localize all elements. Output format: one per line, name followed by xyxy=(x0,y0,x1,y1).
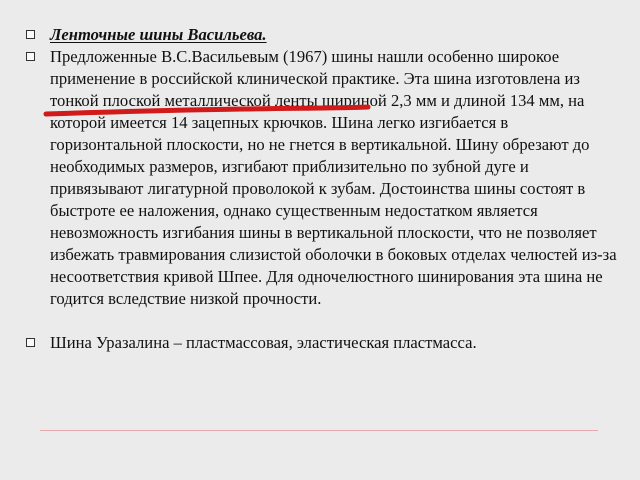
bullet-uarzalin xyxy=(0,332,622,354)
heading-text: Ленточные шины Васильева. xyxy=(50,25,267,44)
square-bullet-icon xyxy=(26,52,35,61)
square-bullet-icon xyxy=(26,338,35,347)
bullet-heading xyxy=(0,24,622,46)
footer-divider xyxy=(40,430,598,431)
square-bullet-icon xyxy=(26,30,35,39)
bullet-description xyxy=(0,46,622,310)
bullet-list xyxy=(0,24,622,354)
red-highlight-stroke xyxy=(44,101,370,117)
uarzalin-text: Шина Уразалина – пластмассовая, эластическая пластмасса. xyxy=(50,333,477,352)
description-text: Предложенные В.С.Васильевым (1967) шины нашли особенно широкое применение в российской клинической практике. Эта шина изготовлена из тонкой плоской металлической ленты шириной 2,3 мм и длиной 134 мм, на которой имеется 14 зацепных крючков. Шина легко изгибается в горизонтальной плоскости, но не гнется в вертикальной. Шину обрезают до необходимых размеров, изгибают приблизительно по зубной дуге и привязывают лигатурной проволокой к зубам. Достоинства шины состоят в быстроте ее наложения, однако существенным недостатком является невозможность изгибания шины в вертикальной плоскости, что не позволяет избежать травмирования слизистой оболочки в боковых отделах челюстей из-за несоответствия кривой Шпее. Для одночелюстного шинирования эта шина не годится вследствие низкой прочности. xyxy=(50,47,617,308)
